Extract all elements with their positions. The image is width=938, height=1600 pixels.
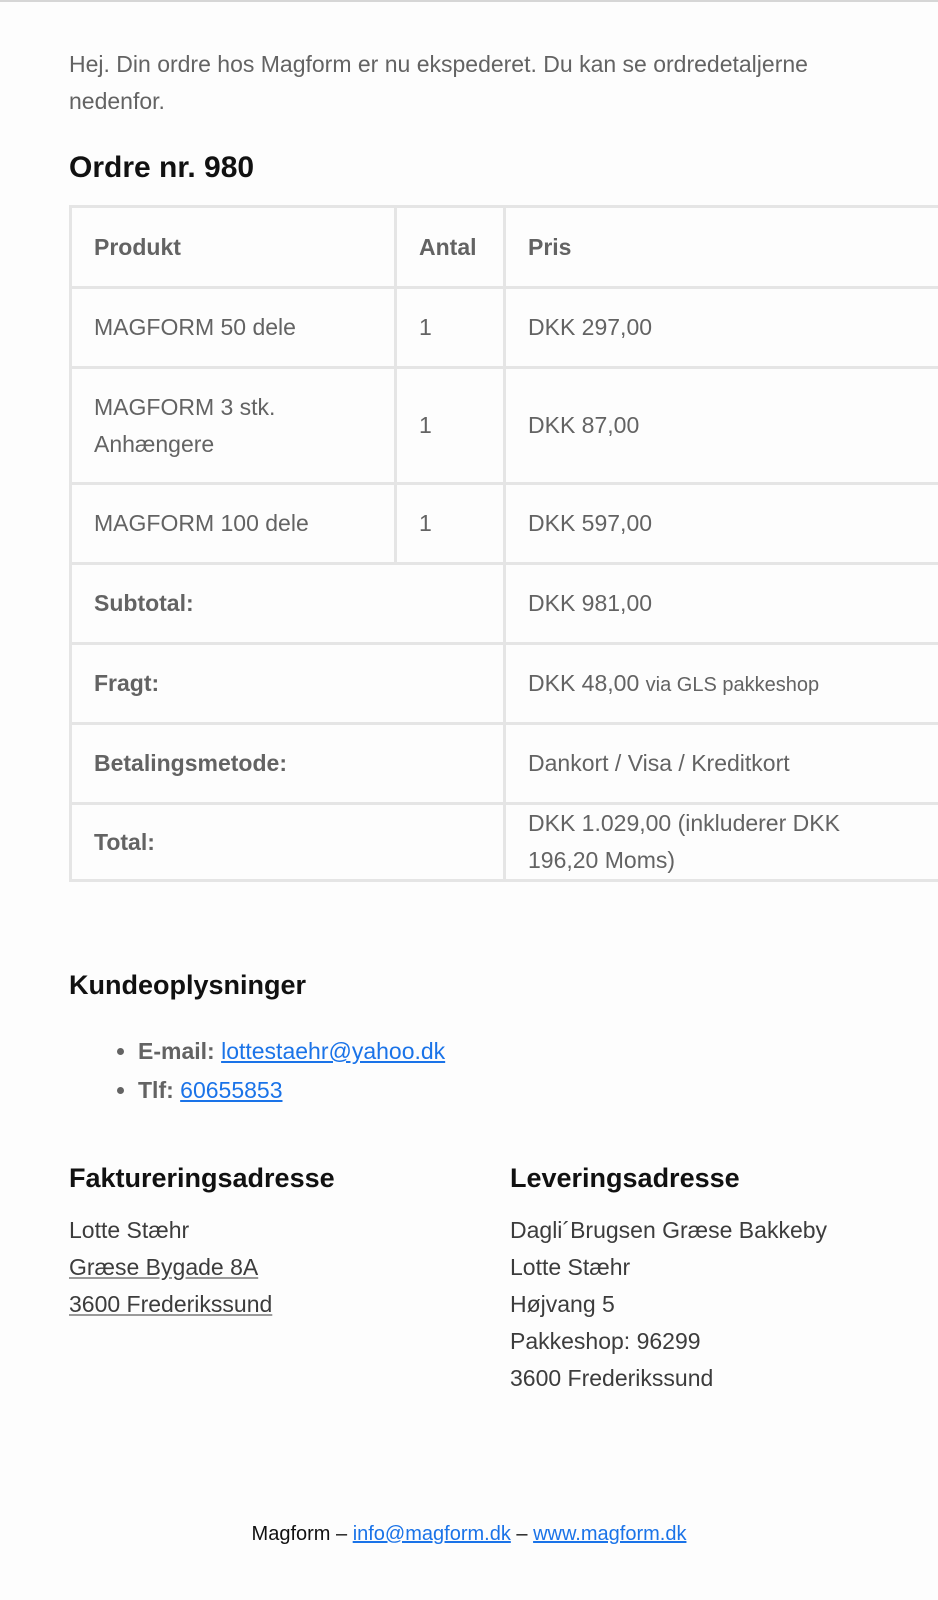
footer-separator: –	[510, 1523, 534, 1545]
table-row	[71, 368, 938, 484]
billing-address	[69, 1212, 272, 1323]
item-product: MAGFORM 100 dele	[71, 484, 396, 564]
phone-label: Tlf:	[138, 1077, 174, 1103]
item-qty: 1	[396, 288, 505, 368]
email-label: E-mail:	[138, 1038, 215, 1064]
phone-link[interactable]: 60655853	[180, 1077, 283, 1103]
total-row	[71, 804, 938, 881]
subtotal-value: DKK 981,00	[505, 564, 938, 644]
shipping-row	[71, 644, 938, 724]
intro-text: Hej. Din ordre hos Magform er nu ekspederet. Du kan se ordredetaljerne nedenfor.	[69, 51, 808, 114]
order-title: Ordre nr. 980	[69, 151, 255, 184]
table-row	[71, 288, 938, 368]
customer-info-title: Kundeoplysninger	[69, 970, 307, 1000]
item-qty: 1	[396, 484, 505, 564]
shipping-line-street: Højvang 5	[510, 1291, 615, 1317]
billing-address-title: Faktureringsadresse	[69, 1163, 335, 1193]
table-row	[71, 484, 938, 564]
footer-brand: Magform	[251, 1523, 331, 1545]
payment-value: Dankort / Visa / Kreditkort	[505, 724, 938, 804]
table-header-row	[71, 207, 938, 288]
billing-city[interactable]: 3600 Frederikssund	[69, 1291, 273, 1317]
shipping-value: DKK 48,00	[528, 670, 640, 696]
shipping-line-city: 3600 Frederikssund	[510, 1365, 714, 1391]
shipping-line-pakkeshop: Pakkeshop: 96299	[510, 1328, 701, 1354]
footer-website-link[interactable]: www.magform.dk	[533, 1523, 687, 1545]
shipping-line-name: Lotte Stæhr	[510, 1254, 631, 1280]
footer-separator: –	[330, 1523, 353, 1545]
col-header-product: Produkt	[71, 207, 396, 288]
email-link[interactable]: lottestaehr@yahoo.dk	[221, 1038, 446, 1064]
item-qty: 1	[396, 368, 505, 484]
footer	[0, 1523, 938, 1546]
footer-email-link[interactable]: info@magform.dk	[352, 1523, 511, 1545]
shipping-label: Fragt:	[71, 644, 505, 724]
shipping-method: via GLS pakkeshop	[645, 674, 820, 696]
item-product: MAGFORM 3 stk. Anhængere	[71, 368, 396, 484]
list-item	[138, 1071, 445, 1110]
item-product: MAGFORM 50 dele	[71, 288, 396, 368]
shipping-address-title: Leveringsadresse	[510, 1163, 740, 1193]
shipping-value-cell	[505, 644, 938, 724]
payment-row	[71, 724, 938, 804]
item-price: DKK 597,00	[505, 484, 938, 564]
order-table	[69, 205, 938, 882]
top-divider	[0, 0, 938, 2]
billing-street[interactable]: Græse Bygade 8A	[69, 1254, 259, 1280]
subtotal-label: Subtotal:	[71, 564, 505, 644]
total-value: DKK 1.029,00 (inkluderer DKK 196,20 Moms)	[505, 804, 938, 881]
item-price: DKK 297,00	[505, 288, 938, 368]
item-price: DKK 87,00	[505, 368, 938, 484]
customer-info-list	[100, 1032, 445, 1110]
payment-label: Betalingsmetode:	[71, 724, 505, 804]
shipping-address	[510, 1212, 827, 1397]
col-header-qty: Antal	[396, 207, 505, 288]
billing-name: Lotte Stæhr	[69, 1217, 190, 1243]
subtotal-row	[71, 564, 938, 644]
total-label: Total:	[71, 804, 505, 881]
col-header-price: Pris	[505, 207, 938, 288]
list-item	[138, 1032, 445, 1071]
shipping-line-store: Dagli´Brugsen Græse Bakkeby	[510, 1217, 828, 1243]
